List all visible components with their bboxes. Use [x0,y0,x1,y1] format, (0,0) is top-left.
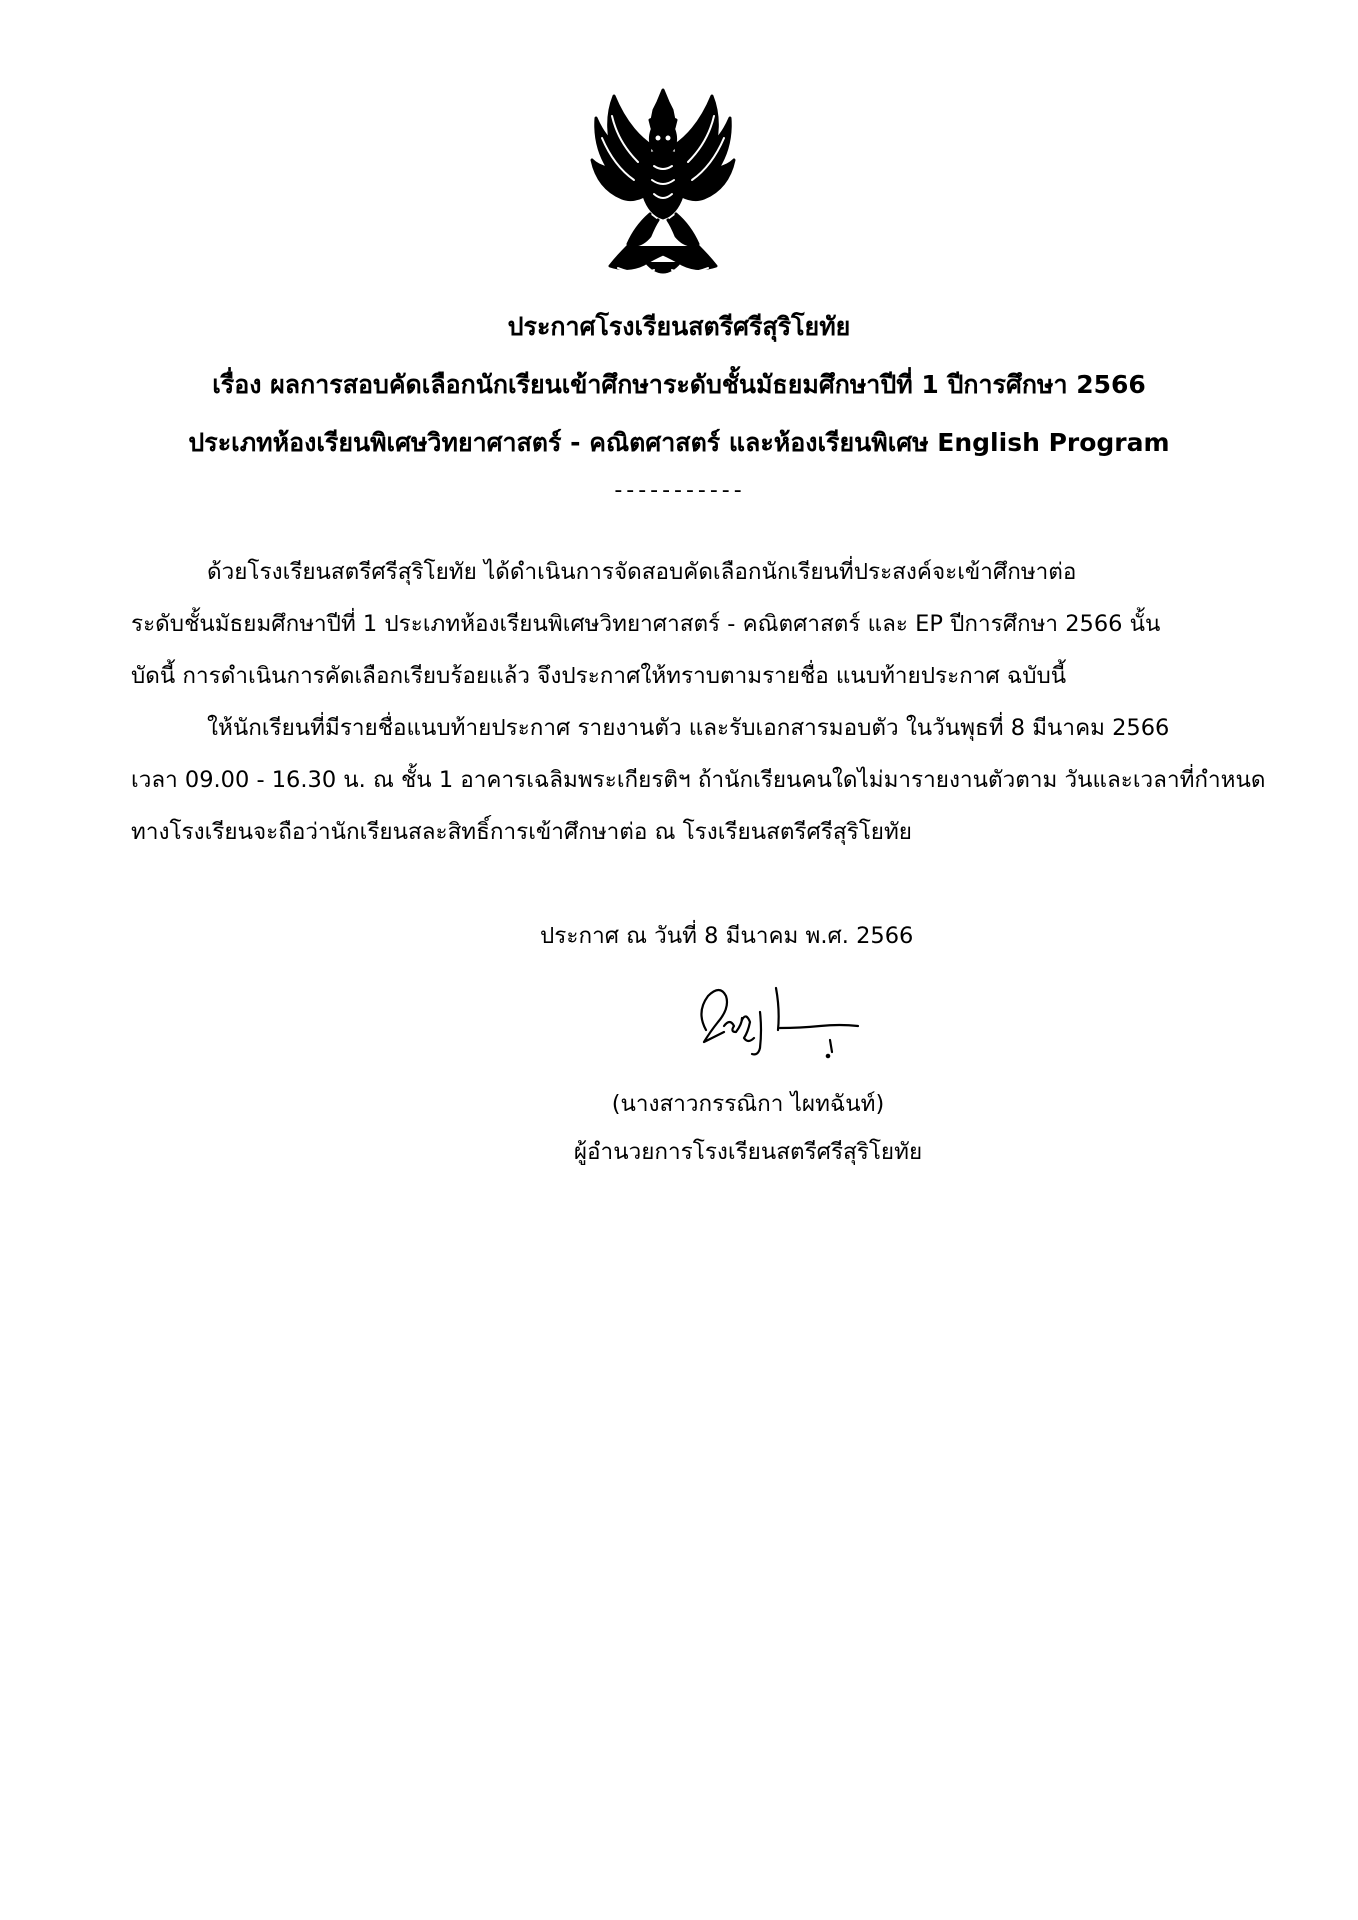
announcement-date: ประกาศ ณ วันที่ 8 มีนาคม พ.ศ. 2566 [540,923,914,949]
paragraph2-line2: เวลา 09.00 - 16.30 น. ณ ชั้น 1 อาคารเฉลิมพระเกียรติฯ ถ้านักเรียนคนใดไม่มารายงานตัวตาม วันและเวลาที่กำหนด [131,767,1266,793]
announcement-subject-line2: ประเภทห้องเรียนพิเศษวิทยาศาสตร์ - คณิตศาสตร์ และห้องเรียนพิเศษ English Program [188,428,1170,457]
announcement-header [140,298,1218,472]
handwritten-signature-icon [690,982,870,1062]
announcement-body [131,548,1266,860]
paragraph2-line1: ให้นักเรียนที่มีรายชื่อแนบท้ายประกาศ รายงานตัว และรับเอกสารมอบตัว ในวันพุธที่ 8 มีนาคม 2566 [207,715,1170,741]
garuda-emblem-icon [588,86,738,282]
paragraph2-line3: ทางโรงเรียนจะถือว่านักเรียนสละสิทธิ์การเข้าศึกษาต่อ ณ โรงเรียนสตรีศรีสุริโยทัย [131,819,912,845]
announcement-subject: เรื่อง ผลการสอบคัดเลือกนักเรียนเข้าศึกษาระดับชั้นมัธยมศึกษาปีที่ 1 ปีการศึกษา 2566 [212,370,1146,399]
signer-title: ผู้อำนวยการโรงเรียนสตรีศรีสุริโยทัย [573,1139,923,1165]
signer-name: (นางสาวกรรณิกา ไผทฉันท์) [611,1091,885,1117]
paragraph1-line1: ด้วยโรงเรียนสตรีศรีสุริโยทัย ได้ดำเนินการจัดสอบคัดเลือกนักเรียนที่ประสงค์จะเข้าศึกษาต่อ [207,559,1077,585]
announcement-title: ประกาศโรงเรียนสตรีศรีสุริโยทัย [507,312,851,341]
separator-dashes: ----------- [614,478,746,503]
paragraph1-line3: บัดนี้ การดำเนินการคัดเลือกเรียบร้อยแล้ว จึงประกาศให้ทราบตามรายชื่อ แนบท้ายประกาศ ฉบับนี้ [131,663,1067,689]
paragraph1-line2: ระดับชั้นมัธยมศึกษาปีที่ 1 ประเภทห้องเรียนพิเศษวิทยาศาสตร์ - คณิตศาสตร์ และ EP ปีการศึกษา 2566 นั้น [131,611,1161,637]
